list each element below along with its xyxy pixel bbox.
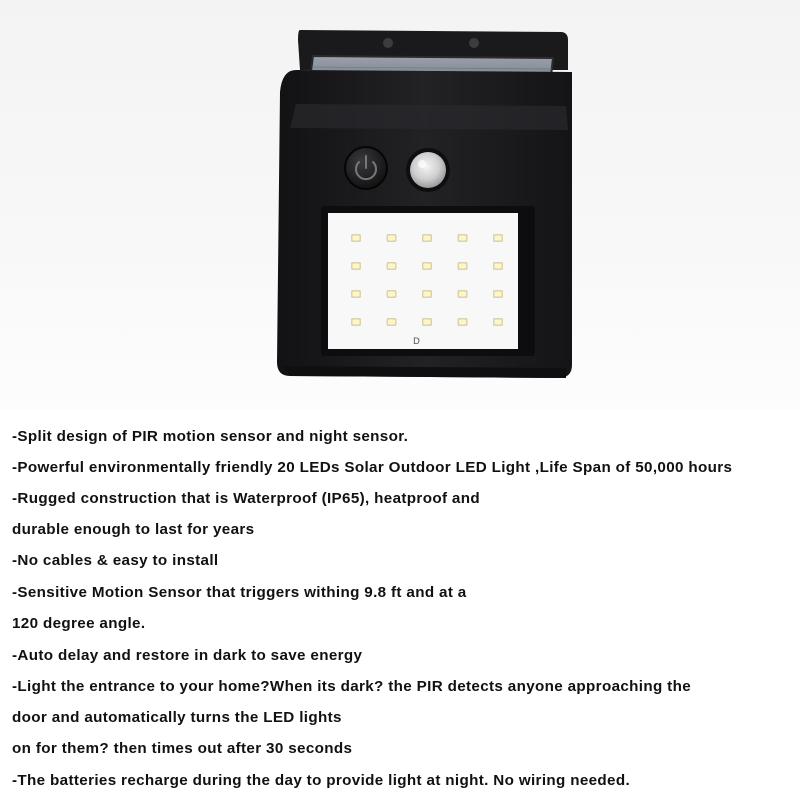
led — [495, 236, 502, 241]
feature-line: 120 degree angle. — [12, 615, 146, 632]
led — [424, 292, 431, 297]
feature-line: -No cables & easy to install — [12, 552, 219, 569]
mount-hole-left — [383, 38, 393, 48]
device-marking: D — [413, 337, 420, 347]
led — [353, 236, 360, 241]
led — [459, 236, 466, 241]
feature-line: durable enough to last for years — [12, 521, 255, 538]
led — [459, 264, 466, 269]
led — [424, 264, 431, 269]
led — [495, 320, 502, 325]
feature-line: on for them? then times out after 30 seconds — [12, 740, 353, 757]
led — [424, 236, 431, 241]
feature-line: -Sensitive Motion Sensor that triggers withing 9.8 ft and at a — [12, 584, 467, 601]
led — [424, 320, 431, 325]
led — [495, 264, 502, 269]
feature-line: -Powerful environmentally friendly 20 LEDs Solar Outdoor LED Light ,Life Span of 50,000 hours — [12, 459, 733, 476]
pir-sensor — [410, 152, 446, 188]
led — [388, 292, 395, 297]
feature-list — [0, 410, 800, 800]
led — [459, 292, 466, 297]
feature-line: -The batteries recharge during the day to provide light at night. No wiring needed. — [12, 772, 631, 789]
led — [353, 292, 360, 297]
led — [388, 236, 395, 241]
led — [353, 264, 360, 269]
led — [459, 320, 466, 325]
feature-line: -Auto delay and restore in dark to save energy — [12, 647, 363, 664]
led — [495, 292, 502, 297]
led — [388, 320, 395, 325]
feature-line: -Rugged construction that is Waterproof (IP65), heatproof and — [12, 490, 480, 507]
led — [388, 264, 395, 269]
feature-line: -Light the entrance to your home?When its dark? the PIR detects anyone approaching the — [12, 678, 692, 695]
feature-line: -Split design of PIR motion sensor and night sensor. — [12, 428, 409, 445]
feature-line: door and automatically turns the LED lights — [12, 709, 342, 726]
mount-hole-right — [469, 38, 479, 48]
led-panel — [328, 213, 518, 349]
led — [353, 320, 360, 325]
